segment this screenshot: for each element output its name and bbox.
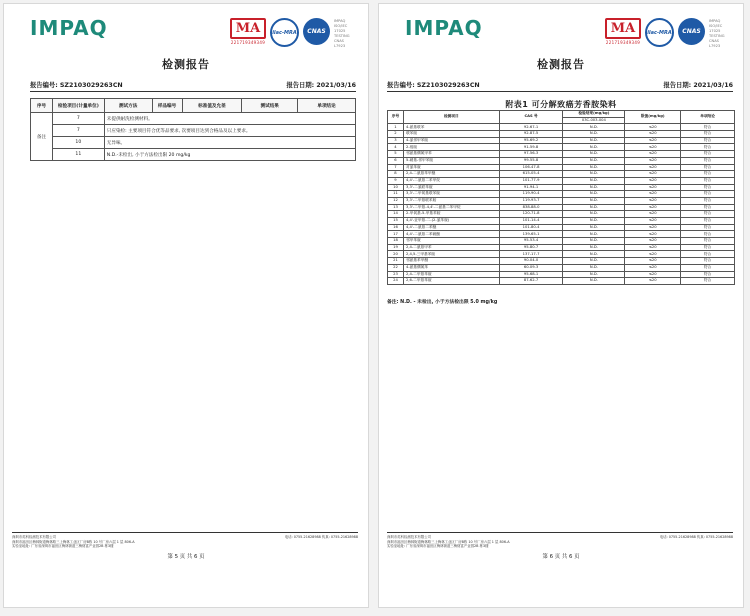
cnas-logo: CNAS [303, 18, 330, 45]
conclusion: 符合 [681, 131, 735, 138]
table-row [388, 191, 735, 198]
limit-value: ≤20 [625, 278, 681, 285]
table-row [388, 177, 735, 184]
report-title: 检测报告 [162, 58, 210, 71]
cma-logo: MA [230, 18, 266, 39]
row-number: 12 [388, 197, 404, 204]
test-result: N.D. [563, 264, 625, 271]
table-row [388, 131, 735, 138]
footer-contact: 电话: 0755-21628988 传真: 0755-21628988 [659, 535, 733, 539]
column-header: 检验结果(mg/kg) [563, 111, 625, 118]
limit-value: ≤20 [625, 191, 681, 198]
test-item: 4-氨基联苯 [403, 124, 499, 131]
table-row [388, 224, 735, 231]
sample-id-header: 03C-003-004 [563, 117, 625, 124]
cma-number: 221719349349 [230, 40, 266, 45]
row-number: 11 [388, 191, 404, 198]
report-number: 报告编号: SZ2103029263CN [387, 82, 480, 89]
cas-number: 101-80-4 [499, 224, 563, 231]
cnas-cert-text: IMPAQ ISO/IEC 17025 TESTING CNAS L7923 [334, 19, 350, 48]
report-title: 检测报告 [537, 58, 585, 71]
table-row [388, 271, 735, 278]
ilac-mra-logo: ilac-MRA [270, 18, 299, 47]
conclusion: 符合 [681, 157, 735, 164]
test-item: 联苯胺 [403, 131, 499, 138]
row-number: 15 [388, 218, 404, 225]
table-row [388, 164, 735, 171]
test-item: 2-萘胺 [403, 144, 499, 151]
column-header: 限值(mg/kg) [625, 111, 681, 124]
conclusion: 符合 [681, 177, 735, 184]
test-result: N.D. [563, 278, 625, 285]
test-result: N.D. [563, 231, 625, 238]
cas-number: 101-14-4 [499, 218, 563, 225]
limit-value: ≤20 [625, 204, 681, 211]
table-row [388, 171, 735, 178]
page-number: 第 6 页 共 6 页 [542, 554, 580, 560]
footer-lab-address: 实验室地址: 广东省深圳市福田区梅林街道三梅财富产业园2B 栋3楼 [387, 544, 489, 549]
table-row [388, 278, 735, 285]
row-number: 3 [388, 137, 404, 144]
limit-value: ≤20 [625, 164, 681, 171]
amine-results-body [388, 124, 735, 285]
report-meta-row [387, 80, 733, 92]
test-result: N.D. [563, 144, 625, 151]
row-number: 18 [388, 238, 404, 245]
cas-number: 92-87-5 [499, 131, 563, 138]
conclusion: 符合 [681, 204, 735, 211]
page-number: 第 5 页 共 6 页 [167, 554, 205, 560]
remark-text: N.D.-未检出, 小于方法检出限 20 mg/kg [104, 149, 355, 161]
annex-title: 附表1 可分解致癌芳香胺染料 [505, 100, 617, 109]
limit-value: ≤20 [625, 224, 681, 231]
test-item: 3,3'-二甲氧基联苯胺 [403, 191, 499, 198]
column-header: 测试方法 [104, 99, 152, 113]
row-number: 5 [388, 151, 404, 158]
report-number: 报告编号: SZ2103029263CN [30, 82, 123, 89]
test-result: N.D. [563, 177, 625, 184]
conclusion: 符合 [681, 238, 735, 245]
limit-value: ≤20 [625, 244, 681, 251]
test-item: 邻甲苯胺 [403, 238, 499, 245]
table-header-row [388, 111, 735, 118]
test-result: N.D. [563, 171, 625, 178]
limit-value: ≤20 [625, 171, 681, 178]
remark-number: 11 [52, 149, 104, 161]
limit-value: ≤20 [625, 264, 681, 271]
cnas-cert-text: IMPAQ ISO/IEC 17025 TESTING CNAS L7923 [709, 19, 725, 48]
conclusion: 符合 [681, 278, 735, 285]
cas-number: 92-67-1 [499, 124, 563, 131]
table-row [388, 204, 735, 211]
table-row [388, 211, 735, 218]
results-table [30, 98, 356, 161]
table-row [388, 184, 735, 191]
column-header: 标准值及允差 [182, 99, 242, 113]
table-row [388, 244, 735, 251]
test-item: 4-氯邻甲苯胺 [403, 137, 499, 144]
conclusion: 符合 [681, 124, 735, 131]
table-row [31, 113, 356, 125]
table-row [388, 197, 735, 204]
report-page-6 [379, 4, 743, 607]
test-result: N.D. [563, 204, 625, 211]
footer-company: 深圳市英科检测技术有限公司 [387, 535, 432, 539]
conclusion: 符合 [681, 197, 735, 204]
limit-value: ≤20 [625, 218, 681, 225]
cas-number: 106-47-8 [499, 164, 563, 171]
test-result: N.D. [563, 224, 625, 231]
limit-value: ≤20 [625, 271, 681, 278]
conclusion: 符合 [681, 258, 735, 265]
test-result: N.D. [563, 238, 625, 245]
conclusion: 符合 [681, 231, 735, 238]
row-number: 14 [388, 211, 404, 218]
test-item: 2,4-二氨基甲苯 [403, 244, 499, 251]
limit-value: ≤20 [625, 251, 681, 258]
test-item: 2,4,5-三甲基苯胺 [403, 251, 499, 258]
row-number: 16 [388, 224, 404, 231]
remark-text: 无异味。 [104, 137, 355, 149]
limit-value: ≤20 [625, 231, 681, 238]
limit-value: ≤20 [625, 131, 681, 138]
test-result: N.D. [563, 251, 625, 258]
certification-marks [605, 18, 731, 49]
test-result: N.D. [563, 271, 625, 278]
test-item: 4,4'-二氨基二苯醚 [403, 224, 499, 231]
table-row [388, 151, 735, 158]
test-item: 邻氨基苯甲醚 [403, 258, 499, 265]
table-row [31, 125, 356, 137]
remark-number: 7 [52, 125, 104, 137]
test-result: N.D. [563, 191, 625, 198]
column-header: CAS 号 [499, 111, 563, 124]
conclusion: 符合 [681, 271, 735, 278]
conclusion: 符合 [681, 244, 735, 251]
row-number: 8 [388, 171, 404, 178]
column-header: 检测项目 [403, 111, 499, 124]
certification-marks [230, 18, 356, 49]
conclusion: 符合 [681, 164, 735, 171]
limit-value: ≤20 [625, 151, 681, 158]
limit-value: ≤20 [625, 211, 681, 218]
row-number: 19 [388, 244, 404, 251]
cas-number: 60-09-3 [499, 264, 563, 271]
cas-number: 91-94-1 [499, 184, 563, 191]
conclusion: 符合 [681, 224, 735, 231]
test-result: N.D. [563, 131, 625, 138]
cma-mark [230, 18, 266, 45]
table-note: 备注: N.D. - 未检出, 小于方法检出限 5.0 mg/kg [387, 300, 498, 305]
test-item: 4,4'-二氨基二苯硫醚 [403, 231, 499, 238]
column-header: 单项结论 [681, 111, 735, 124]
conclusion: 符合 [681, 171, 735, 178]
limit-value: ≤20 [625, 137, 681, 144]
remark-text: 未提供耐洗检测材料。 [104, 113, 355, 125]
row-number: 1 [388, 124, 404, 131]
cas-number: 95-69-2 [499, 137, 563, 144]
conclusion: 符合 [681, 144, 735, 151]
footer-address: 深圳市福田区梅林街道梅林路三上梅林工业区厂房B栋 10 号厂房六层 1 层 806-A [387, 539, 510, 544]
cma-mark [605, 18, 641, 45]
test-result: N.D. [563, 258, 625, 265]
footer-contact: 电话: 0755-21628988 传真: 0755-21628988 [284, 535, 358, 539]
test-item: 3,3'-二氯联苯胺 [403, 184, 499, 191]
test-result: N.D. [563, 151, 625, 158]
row-number: 4 [388, 144, 404, 151]
test-item: 邻氨基偶氮甲苯 [403, 151, 499, 158]
footer-lab-address: 实验室地址: 广东省深圳市福田区梅林街道三梅财富产业园2B 栋3楼 [12, 544, 114, 549]
conclusion: 符合 [681, 191, 735, 198]
test-item: 3,3'-二甲基联苯胺 [403, 197, 499, 204]
remark-group-label: 备注 [31, 113, 53, 161]
table-row [388, 264, 735, 271]
ilac-mra-logo: ilac-MRA [645, 18, 674, 47]
test-result: N.D. [563, 184, 625, 191]
cnas-logo: CNAS [678, 18, 705, 45]
cas-number: 91-59-8 [499, 144, 563, 151]
column-header: 测试结果 [242, 99, 298, 113]
cma-logo: MA [605, 18, 641, 39]
conclusion: 符合 [681, 211, 735, 218]
row-number: 6 [388, 157, 404, 164]
row-number: 22 [388, 264, 404, 271]
row-number: 24 [388, 278, 404, 285]
limit-value: ≤20 [625, 124, 681, 131]
conclusion: 符合 [681, 184, 735, 191]
footer-address: 深圳市福田区梅林街道梅林路三上梅林工业区厂房B栋 10 号厂房六层 1 层 806-A [12, 539, 135, 544]
cas-number: 120-71-8 [499, 211, 563, 218]
test-result: N.D. [563, 218, 625, 225]
cas-number: 95-53-4 [499, 238, 563, 245]
footer-company: 深圳市英科检测技术有限公司 [12, 535, 57, 539]
limit-value: ≤20 [625, 258, 681, 265]
test-item: 2,4-二氨基苯甲醚 [403, 171, 499, 178]
table-row [31, 137, 356, 149]
report-meta-row [30, 80, 356, 92]
remark-number: 10 [52, 137, 104, 149]
limit-value: ≤20 [625, 144, 681, 151]
limit-value: ≤20 [625, 157, 681, 164]
cas-number: 119-90-4 [499, 191, 563, 198]
column-header: 序号 [31, 99, 53, 113]
table-header-row [31, 99, 356, 113]
row-number: 10 [388, 184, 404, 191]
page-footer [12, 532, 358, 549]
impaq-logo: IMPAQ [30, 16, 108, 40]
row-number: 17 [388, 231, 404, 238]
cas-number: 99-55-8 [499, 157, 563, 164]
test-item: 3,3'-二甲基-4,4'-二氨基二苯甲烷 [403, 204, 499, 211]
conclusion: 符合 [681, 251, 735, 258]
table-row [388, 218, 735, 225]
column-header: 检验项目(计量单位) [52, 99, 104, 113]
limit-value: ≤20 [625, 184, 681, 191]
conclusion: 符合 [681, 264, 735, 271]
cma-number: 221719349349 [605, 40, 641, 45]
test-item: 对氯苯胺 [403, 164, 499, 171]
column-header: 单项结论 [298, 99, 356, 113]
test-result: N.D. [563, 244, 625, 251]
row-number: 20 [388, 251, 404, 258]
table-row [388, 231, 735, 238]
conclusion: 符合 [681, 151, 735, 158]
report-page-5 [4, 4, 368, 607]
table-row [388, 137, 735, 144]
cas-number: 90-04-0 [499, 258, 563, 265]
table-row [388, 157, 735, 164]
test-result: N.D. [563, 137, 625, 144]
table-row [388, 144, 735, 151]
cas-number: 101-77-9 [499, 177, 563, 184]
cas-number: 95-80-7 [499, 244, 563, 251]
row-number: 21 [388, 258, 404, 265]
remark-text: 只应染检: 主要项目符合优等品要求, 次要项目达到合格品及以上要求。 [104, 125, 355, 137]
cas-number: 615-05-4 [499, 171, 563, 178]
test-result: N.D. [563, 164, 625, 171]
test-item: 5-硝基-邻甲苯胺 [403, 157, 499, 164]
row-number: 23 [388, 271, 404, 278]
test-result: N.D. [563, 197, 625, 204]
test-item: 4-氨基偶氮苯 [403, 264, 499, 271]
cas-number: 838-88-0 [499, 204, 563, 211]
limit-value: ≤20 [625, 238, 681, 245]
conclusion: 符合 [681, 218, 735, 225]
limit-value: ≤20 [625, 177, 681, 184]
test-item: 2,4-二甲基苯胺 [403, 271, 499, 278]
table-row [388, 124, 735, 131]
cas-number: 139-65-1 [499, 231, 563, 238]
remark-number: 7 [52, 113, 104, 125]
cas-number: 87-62-7 [499, 278, 563, 285]
row-number: 13 [388, 204, 404, 211]
cas-number: 95-68-1 [499, 271, 563, 278]
cas-number: 137-17-7 [499, 251, 563, 258]
test-item: 4,4'-二氨基二苯甲烷 [403, 177, 499, 184]
table-row [31, 149, 356, 161]
test-result: N.D. [563, 124, 625, 131]
test-item: 2,6-二甲基苯胺 [403, 278, 499, 285]
limit-value: ≤20 [625, 197, 681, 204]
column-header: 样品编号 [152, 99, 182, 113]
conclusion: 符合 [681, 137, 735, 144]
test-result: N.D. [563, 157, 625, 164]
amine-results-table [387, 110, 735, 285]
impaq-logo: IMPAQ [405, 16, 483, 40]
cas-number: 97-56-3 [499, 151, 563, 158]
test-result: N.D. [563, 211, 625, 218]
test-item: 2-甲氧基-5-甲基苯胺 [403, 211, 499, 218]
column-header: 序号 [388, 111, 404, 124]
page-footer [387, 532, 733, 549]
row-number: 2 [388, 131, 404, 138]
table-row [388, 238, 735, 245]
test-item: 4,4'-亚甲基-二-(2-氯苯胺) [403, 218, 499, 225]
row-number: 9 [388, 177, 404, 184]
report-date: 报告日期: 2021/03/16 [663, 82, 733, 89]
table-row [388, 258, 735, 265]
table-row [388, 251, 735, 258]
row-number: 7 [388, 164, 404, 171]
report-date: 报告日期: 2021/03/16 [286, 82, 356, 89]
cas-number: 119-93-7 [499, 197, 563, 204]
